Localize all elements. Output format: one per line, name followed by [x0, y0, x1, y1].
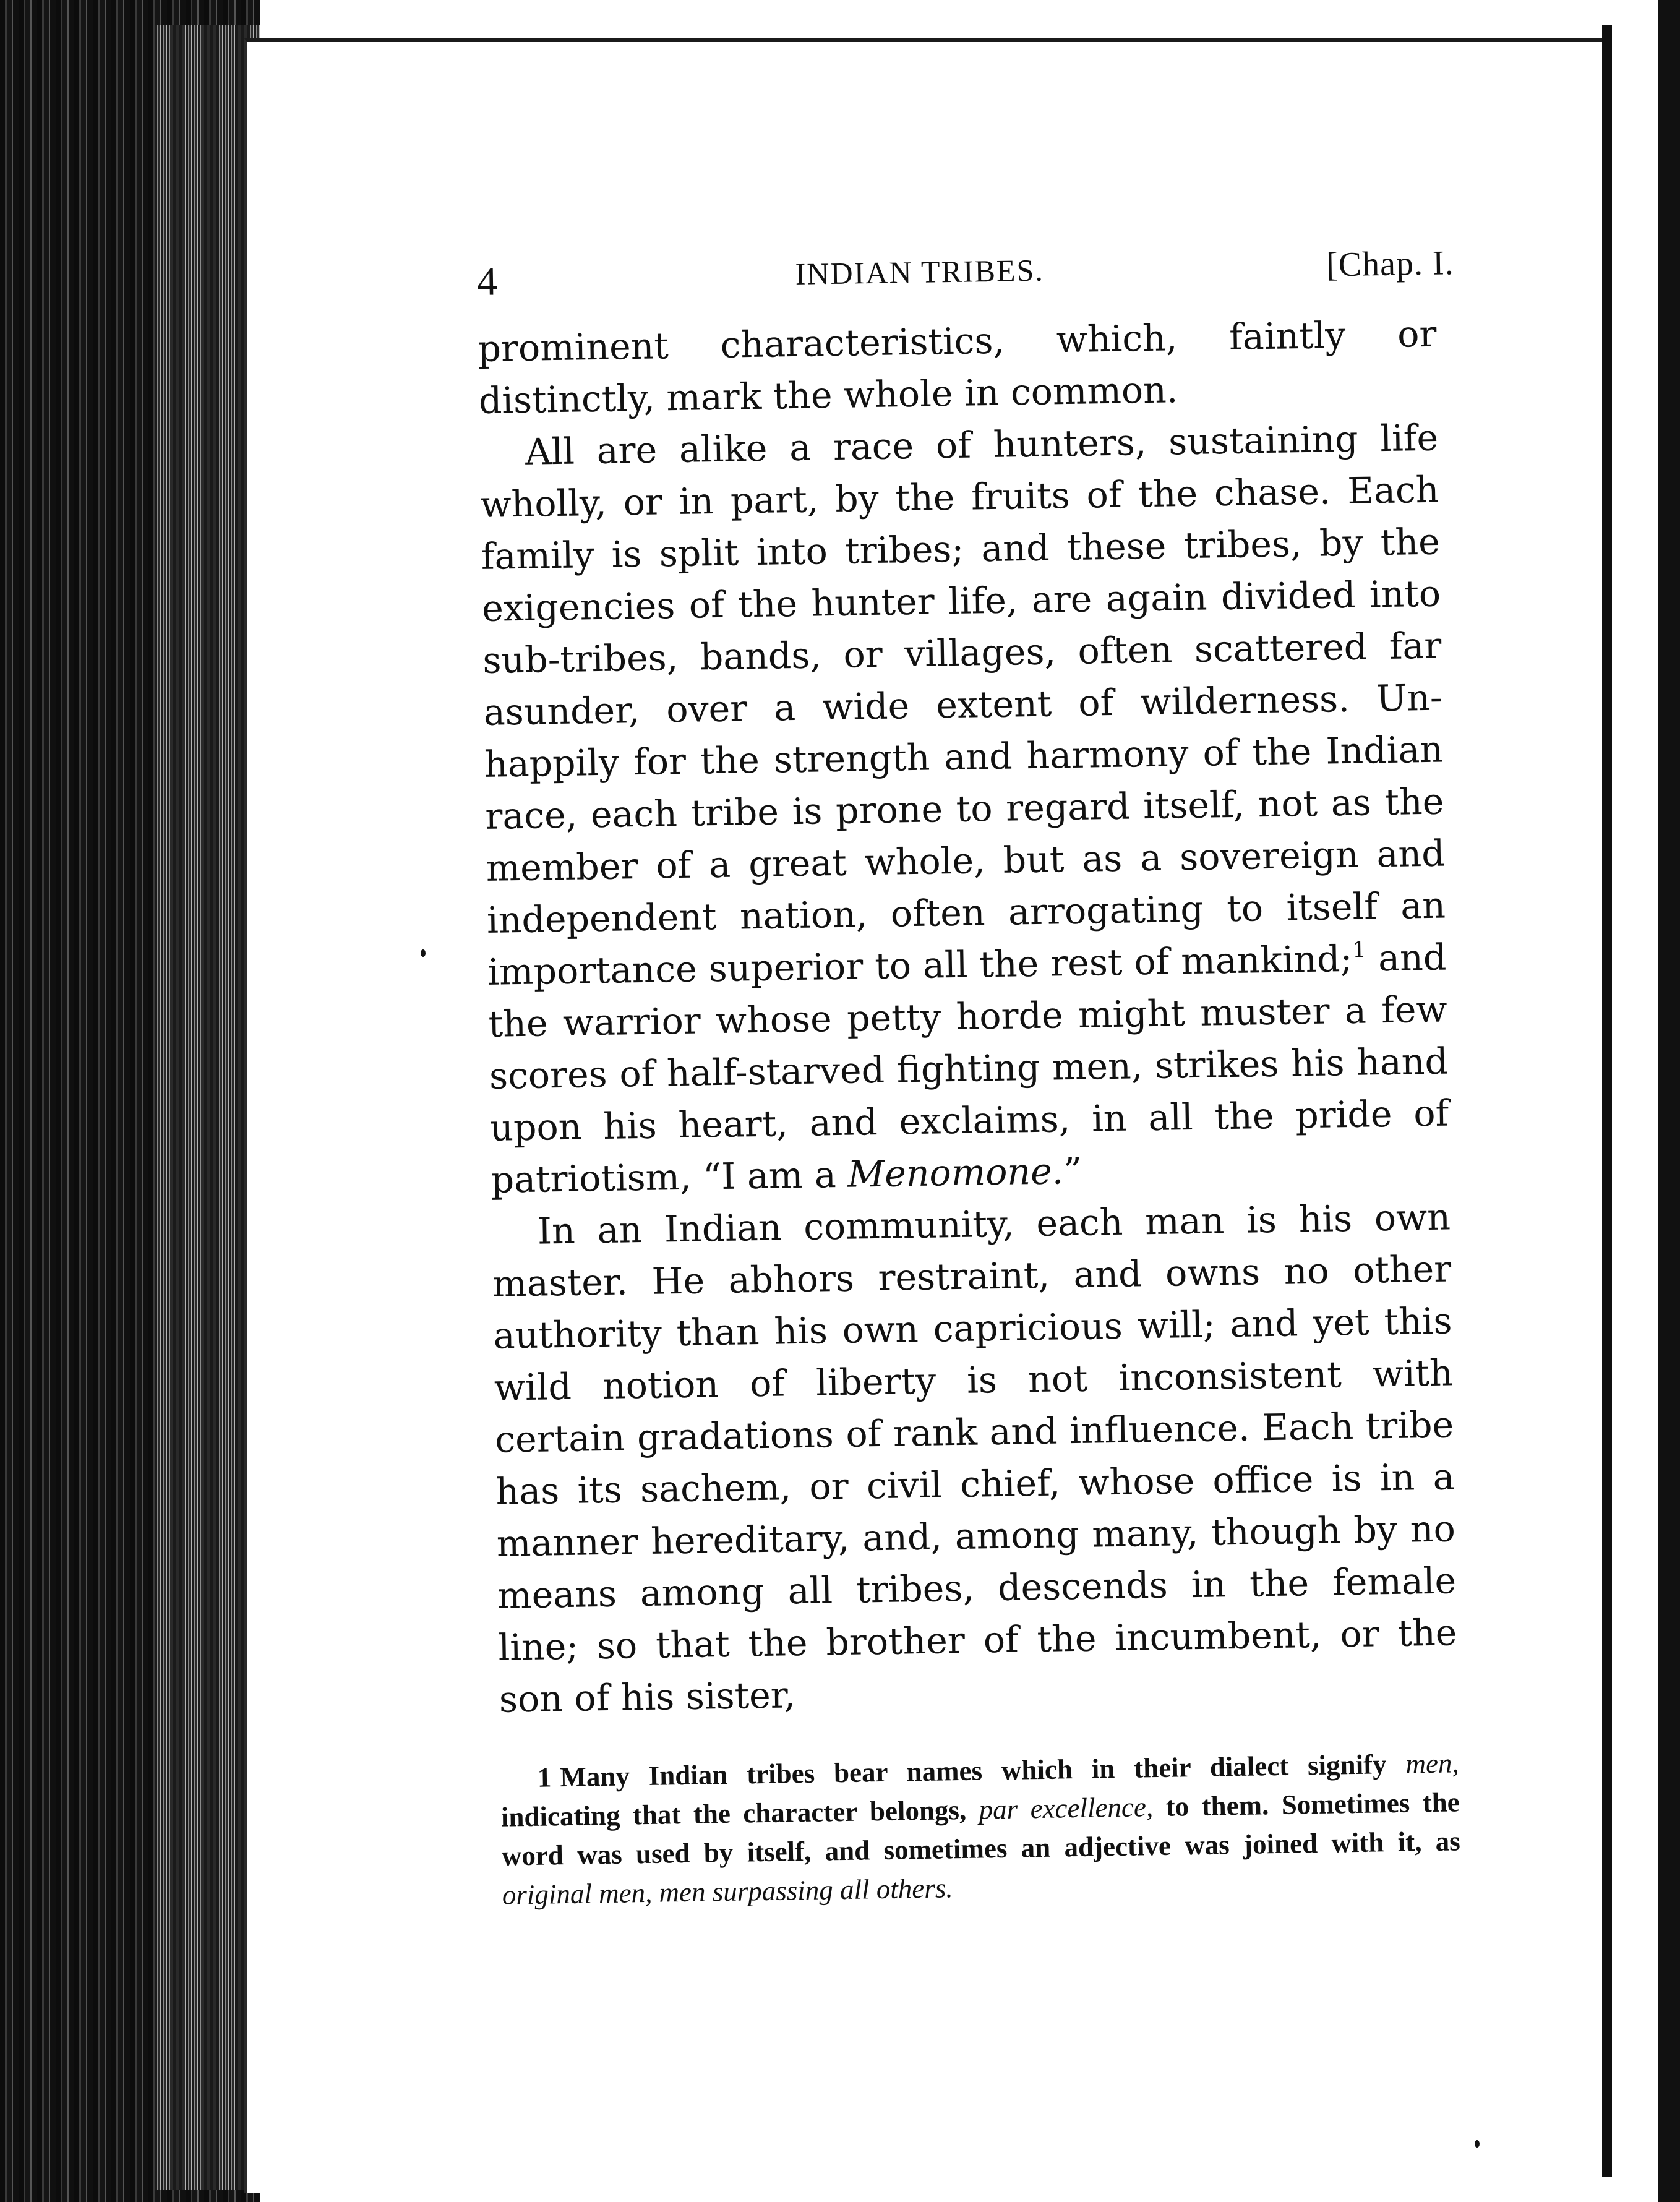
page-number: 4: [476, 259, 498, 304]
book-spine-page-edges: [0, 0, 260, 2202]
footnote-italic: original men, men surpassing all others.: [502, 1872, 953, 1911]
ink-speck: [421, 949, 426, 957]
ink-speck: [1475, 2140, 1480, 2148]
right-page-gutter: [1602, 25, 1612, 2177]
closing-quote: ”: [1063, 1149, 1082, 1193]
scan-border-right: [1658, 0, 1680, 2202]
footnote-italic: par excellence,: [979, 1791, 1154, 1825]
footnote-text: indicating that the character belongs,: [500, 1794, 979, 1833]
paragraph-continued: prominent characteristics, which, faintly or distinctly, mark the whole in common.: [478, 312, 1437, 422]
tribe-name-italic: Menomone.: [847, 1150, 1064, 1196]
footnote-text: Many Indian tribes bear names which in their dialect signify: [559, 1748, 1406, 1793]
footnote-reference: 1: [1352, 937, 1367, 963]
footnote-text: to them. Sometimes the word was used by itself, and sometimes an adjective was joined with it, as: [501, 1786, 1461, 1872]
body-text: [478, 308, 1458, 1726]
running-head: [476, 233, 1455, 315]
paragraph-hunters-text-cont: and the warrior whose petty horde might muster a few scores of half-starved fighting men, strikes his hand upon his heart, and exclaims, in all the pride of patriotism, “I am a: [488, 936, 1449, 1201]
footnote: [500, 1744, 1461, 1914]
paragraph-hunters-text: All are alike a race of hunters, sustaining life wholly, or in part, by the fruits of the chase. Each family is split into tribes; and these tribes, by the exigencies of the hunter life, are again divided into sub-tribes, bands, or villages, often scattered far asunder, over a wide extent of wilderness. Unhappily for the strength and harmony of the Indian race, each tribe is prone to regard itself, not as the member of a great whole, but as a sovereign and independent nation, often arrogating to itself an importance superior to all the rest of mankind;: [480, 416, 1446, 993]
paragraph-community: In an Indian community, each man is his own master. He abhors restraint, and owns no other authority than his own capricious will; and yet this wild notion of liberty is not inconsistent with certain gradations of rank and influence. Each tribe has its sachem, or civil chief, whose office is in a manner hereditary, and, among many, though by no means among all tribes, descends in the female line; so that the brother of the incumbent, or the son of his sister,: [492, 1196, 1457, 1721]
running-title: INDIAN TRIBES.: [795, 252, 1045, 291]
chapter-marker: [Chap. I.: [1326, 244, 1455, 285]
footnote-italic: men,: [1405, 1747, 1460, 1780]
paragraph-hunters: [479, 412, 1451, 1206]
page-text-block: [476, 233, 1461, 1915]
footnote-marker: 1: [537, 1762, 552, 1793]
